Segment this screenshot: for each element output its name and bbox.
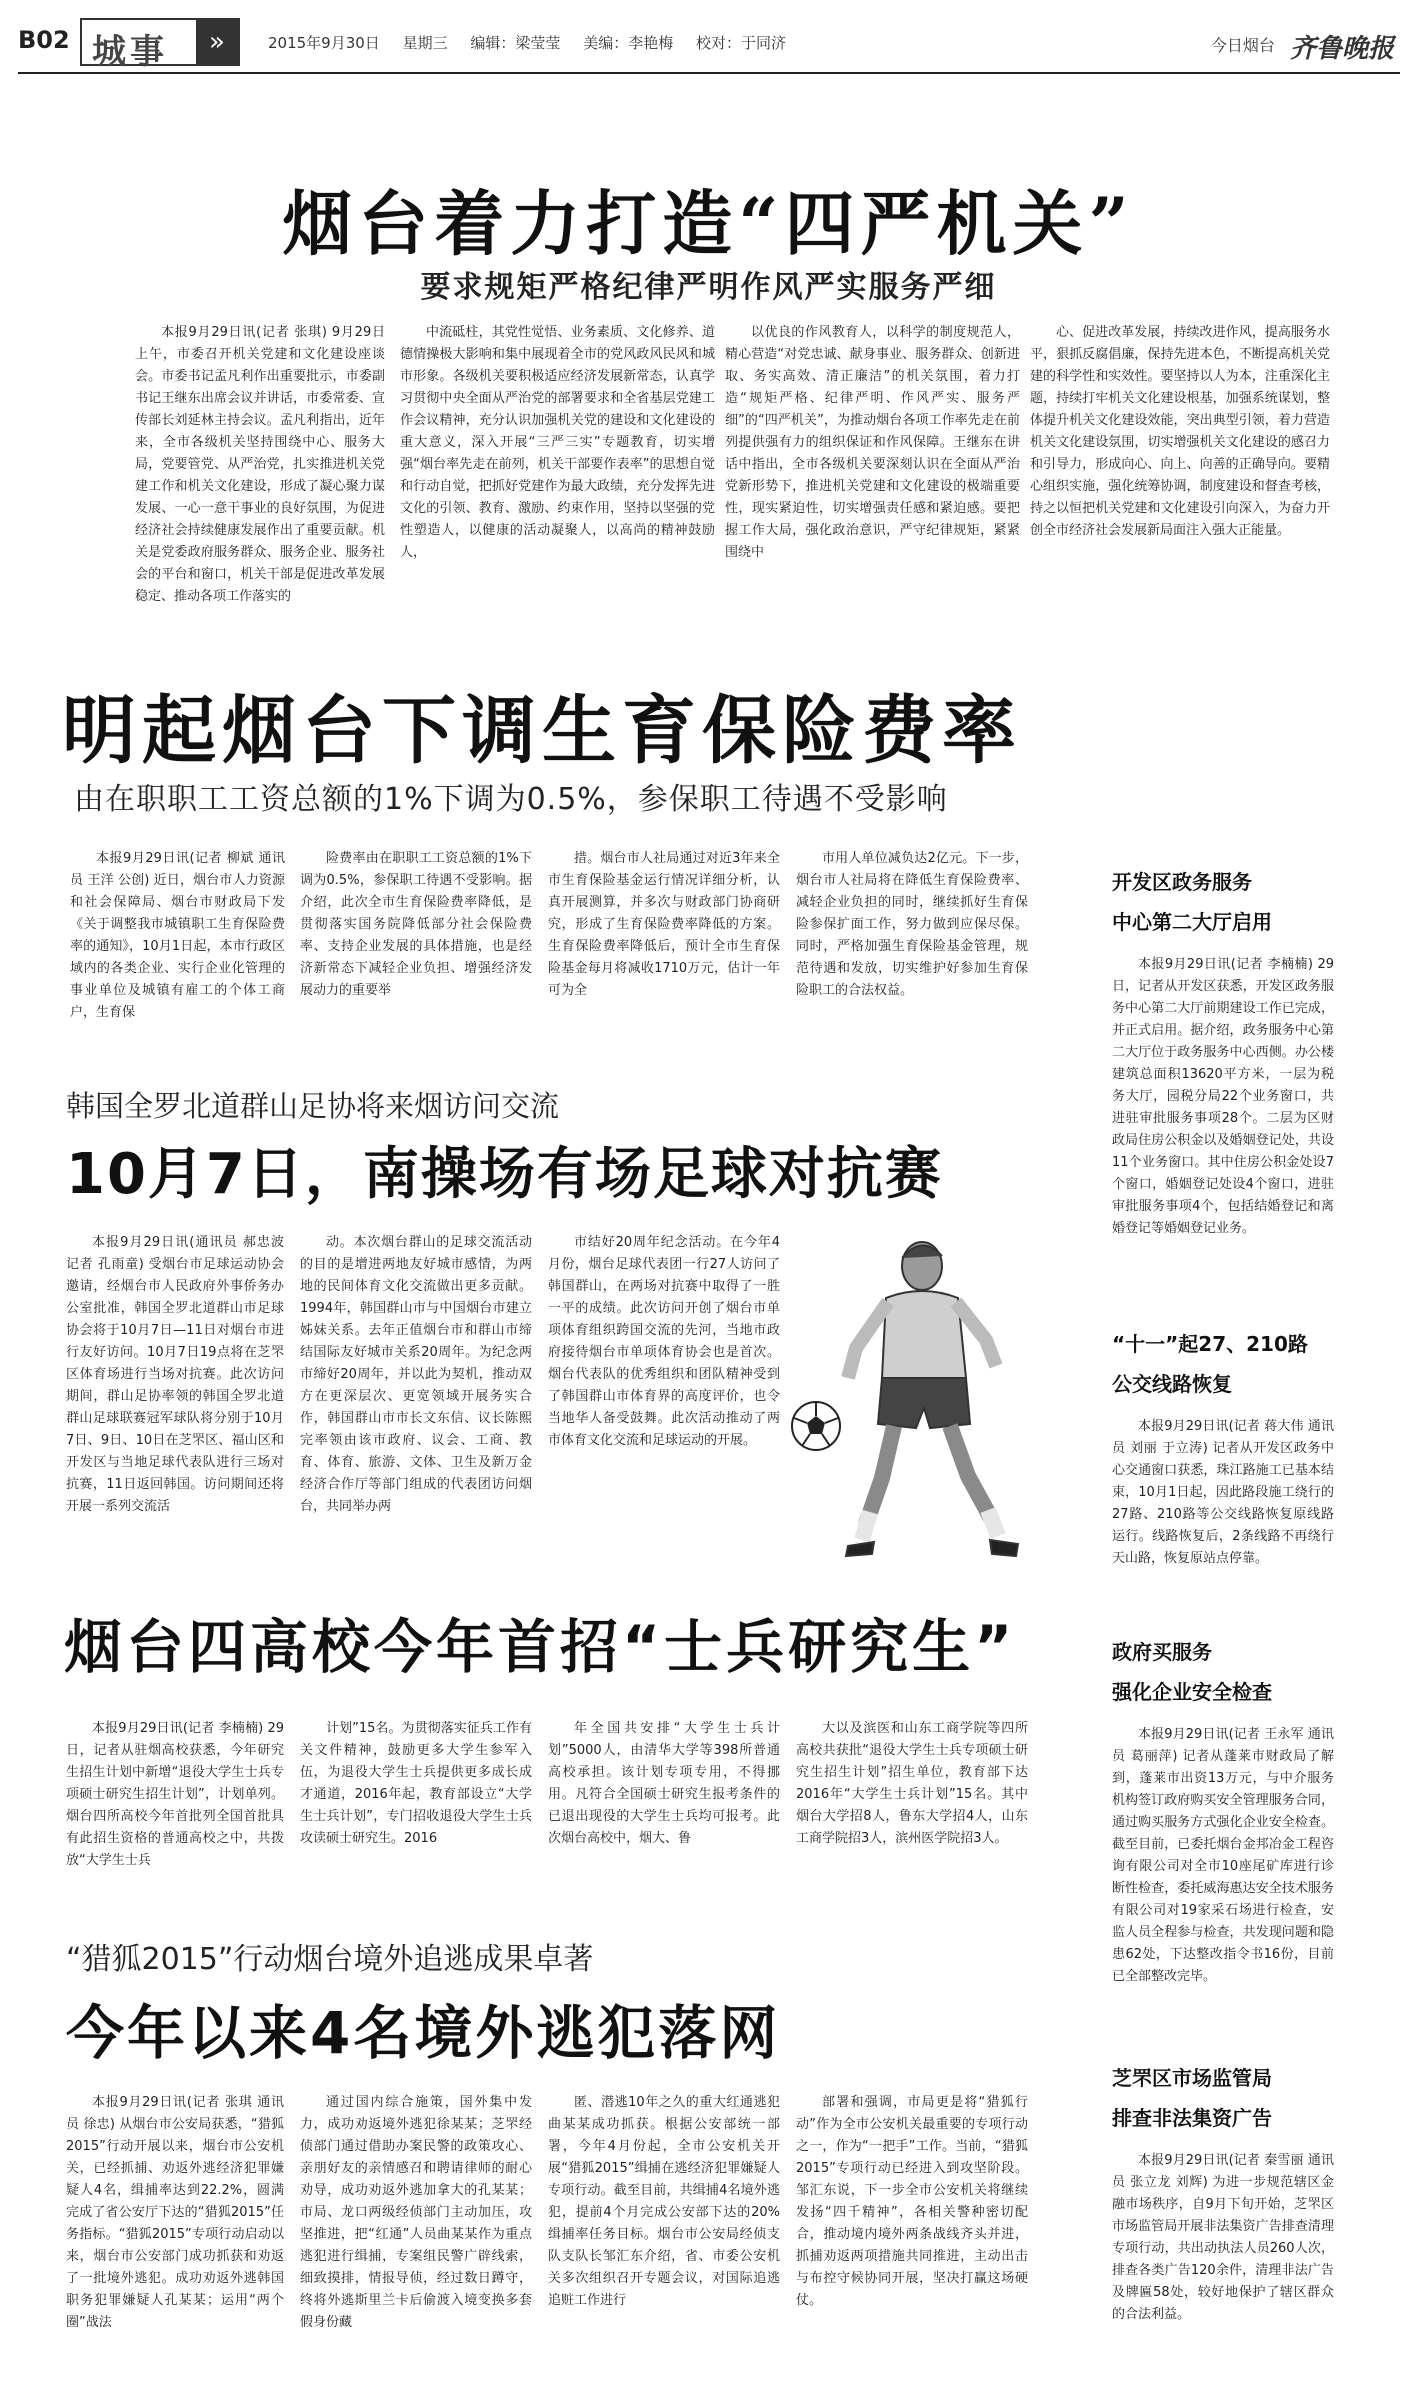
article5-kicker: “猎狐2015”行动烟台境外追逃成果卓著 xyxy=(66,1942,594,1977)
article1-text-4: 心、促进改革发展，持续改进作风，提高服务水平，狠抓反腐倡廉，保持先进本色，不断提高机关党建的科学性和实效性。要坚持以人为本，注重深化主题，持续打牢机关文化建设根基，加强系统谋划，整体提升机关文化建设效能，突出典型引领，着力营造机关文化建设氛围，切实增强机关文化建设的感召力和引导力，形成向心、向上、向善的正确导向。要精心组织实施，强化统筹协调，制度建设和督查考核，持之以恒把机关党建和文化建设引向深入，为奋力开创全市经济社会发展新局面注入强大正能量。 xyxy=(1030,325,1330,538)
news-briefs-sidebar xyxy=(1112,862,1334,2372)
brief-item xyxy=(1112,862,1334,1254)
brand-area xyxy=(1211,28,1394,65)
article5-column-3 xyxy=(548,2092,780,2368)
brief-text: 本报9月29日讯(记者 蒋大伟 通讯员 刘丽 于立涛) 记者从开发区政务中心交通窗口获悉，珠江路施工已基本结束，10月1日起，因此路段施工绕行的27路、210路等公交线路恢复原线路运行。线路恢复后，2条线路不再绕行天山路，恢复原站点停靠。 xyxy=(1112,1419,1334,1566)
article2-column-2 xyxy=(300,848,532,1048)
article2-text-4: 市用人单位减负达2亿元。下一步，烟台市人社局将在降低生育保险费率、减轻企业负担的同时，继续抓好生育保险参保扩面工作，努力做到应保尽保。同时，严格加强生育保险基金管理，规范待遇和发放，切实维护好参加生育保险职工的合法权益。 xyxy=(796,851,1028,998)
article2-text-1: 本报9月29日讯(记者 柳斌 通讯员 王洋 公创) 近日，烟台市人力资源和社会保障局、烟台市财政局下发《关于调整我市城镇职工生育保险费率的通知》，10月1日起，本市行政区域内的各类企业、实行企业化管理的事业单位及城镇有雇工的个体工商户，生育保 xyxy=(70,851,285,1020)
article5-text-1: 本报9月29日讯(记者 张琪 通讯员 徐忠) 从烟台市公安局获悉，“猎狐2015”行动开展以来，烟台市公安机关，已经抓捕、劝返外逃经济犯罪嫌疑人4名，缉捕率达到22.2%，圆满完成了省公安厅下达的“猎狐2015”任务指标。“猎狐2015”专项行动启动以来，烟台市公安部门成功抓获和劝返了一批境外逃犯。成功劝返外逃韩国职务犯罪嫌疑人孔某某；运用“两个圈”战法 xyxy=(66,2095,284,2330)
article5-text-4: 部署和强调，市局更是将“猎狐行动”作为全市公安机关最重要的专项行动之一，作为“一把手”工作。当前，“猎狐2015”专项行动已经进入到攻坚阶段。邹汇东说，下一步全市公安机关将继续发扬“四千精神”，各相关警种密切配合，推动境内境外两条战线齐头并进，抓捕劝返两项措施共同推进，主动出击与布控守候协同开展，坚决打赢这场硬仗。 xyxy=(796,2095,1028,2308)
article4-text-2: 计划”15名。为贯彻落实征兵工作有关文件精神，鼓励更多大学生参军入伍，为退役大学生士兵提供更多成长成才通道，2016年起，教育部设立“大学生士兵计划”，专门招收退役大学生士兵攻读硕士研究生。2016 xyxy=(300,1721,532,1846)
article3-text-1: 本报9月29日讯(通讯员 郝忠波 记者 孔雨童) 受烟台市足球运动协会邀请，经烟台市人民政府外事侨务办公室批准，韩国全罗北道群山市足球协会将于10月7日—11日对烟台市进行友好访问。10月7日19点将在芝罘区体育场进行当场对抗赛。此次访问期间，群山足协率领的韩国全罗北道群山足球联赛冠军球队将分别于10月7日、9日、10日在芝罘区、福山区和开发区与当地足球代表队进行三场对抗赛，11日返回韩国。访问期间还将开展一系列交流活 xyxy=(66,1235,284,1514)
article4-headline: 烟台四高校今年首招“士兵研究生” xyxy=(64,1613,1017,1681)
section-name: 城事 xyxy=(92,32,168,72)
article1-text-2: 中流砥柱，其党性觉悟、业务素质、文化修养、道德情操极大影响和集中展现着全市的党风政风民风和城市形象。各级机关要积极适应经济发展新常态，认真学习贯彻中央全面从严治党的部署要求和全省基层党建工作会议精神，充分认识加强机关党的建设和文化建设的重大意义，深入开展“三严三实”专题教育，切实增强“烟台率先走在前列，机关干部要作表率”的思想自觉和行动自觉，把抓好党建作为最大政绩，充分发挥先进文化的引领、教育、激励、约束作用，坚持以坚强的党性塑造人，以健康的活动凝聚人，以高尚的精神鼓励人， xyxy=(400,325,715,560)
article2-text-2: 险费率由在职职工工资总额的1%下调为0.5%，参保职工待遇不受影响。据介绍，此次全市生育保险费率降低，是贯彻落实国务院降低部分社会保险费率、支持企业发展的具体措施，也是经济新常态下减轻企业负担、增强经济发展动力的重要举 xyxy=(300,851,532,998)
brief-headline-line1: 政府买服务 xyxy=(1112,1640,1212,1664)
article3-kicker: 韩国全罗北道群山足协将来烟访问交流 xyxy=(66,1089,560,1123)
article1-column-3 xyxy=(725,322,1020,614)
article4-column-2 xyxy=(300,1718,532,1910)
issue-meta xyxy=(268,32,804,53)
article2-subheadline: 由在职职工工资总额的1%下调为0.5%，参保职工待遇不受影响 xyxy=(74,782,948,817)
section-label xyxy=(80,18,240,72)
article4-column-1 xyxy=(66,1718,284,1910)
page-number: B02 xyxy=(18,26,70,54)
soccer-ball-icon xyxy=(792,1402,840,1450)
proofreader-credit: 校对：于同济 xyxy=(695,34,786,52)
issue-date: 2015年9月30日 xyxy=(268,34,380,52)
soccer-player-illustration xyxy=(790,1228,1030,1578)
brief-headline-line2: 中心第二大厅启用 xyxy=(1112,910,1272,934)
article4-text-4: 大以及滨医和山东工商学院等四所高校共获批“退役大学生士兵专项硕士研究生招生计划”招生单位，教育部下达2016年“大学生士兵计划”15名。其中烟台大学招8人，鲁东大学招4人，山东工商学院招3人，滨州医学院招3人。 xyxy=(796,1721,1028,1846)
brief-headline-line2: 强化企业安全检查 xyxy=(1112,1680,1272,1704)
article5-text-3: 匿、潜逃10年之久的重大红通逃犯曲某某成功抓获。根据公安部统一部署，今年4月份起，全市公安机关开展“猎狐2015”缉捕在逃经济犯罪嫌疑人专项行动。截至目前，共缉捕4名境外逃犯，提前4个月完成公安部下达的20%缉捕率任务目标。烟台市公安局经侦支队支队长邹汇东介绍，省、市委公安机关多次组织召开专题会议，对国际追逃追赃工作进行 xyxy=(548,2095,780,2308)
edition-name: 今日烟台 xyxy=(1210,36,1275,55)
article1-text-3: 以优良的作风教育人，以科学的制度规范人，精心营造“对党忠诚、献身事业、服务群众、创新进取、务实高效、清正廉洁”的机关氛围，着力打造“规矩严格、纪律严明、作风严实、服务严细”的“四严机关”，为推动烟台各项工作率先走在前列提供强有力的组织保证和作风保障。王继东在讲话中指出，全市各级机关要深刻认识在全面从严治党新形势下，推进机关党建和文化建设的极端重要性，现实紧迫性，切实增强责任感和紧迫感。要把握工作大局，强化政治意识，严守纪律规矩，紧紧围绕中 xyxy=(725,325,1020,560)
article3-column-3 xyxy=(548,1232,780,1562)
article3-headline: 10月7日，南操场有场足球对抗赛 xyxy=(66,1142,943,1207)
masthead xyxy=(18,14,1400,74)
brief-text: 本报9月29日讯(记者 李楠楠) 29日，记者从开发区获悉，开发区政务服务中心第二大厅前期建设工作已完成，并正式启用。据介绍，政务服务中心第二大厅位于政务服务中心西侧。办公楼建筑总面积13620平方米，一层为税务大厅，园税分局22个业务窗口，共进驻审批服务事项28个。二层为区财政局住房公积金以及婚姻登记处，共设11个业务窗口。其中住房公积金处设7个窗口，婚姻登记处设4个窗口，进驻审批服务事项4个，包括结婚登记和离婚登记等婚姻登记业务。 xyxy=(1112,957,1334,1236)
article5-headline: 今年以来4名境外逃犯落网 xyxy=(66,1999,781,2067)
article3-column-2 xyxy=(300,1232,532,1562)
issue-weekday: 星期三 xyxy=(402,34,448,52)
brief-text: 本报9月29日讯(记者 王永军 通讯员 葛丽萍) 记者从蓬莱市财政局了解到，蓬莱市出资13万元，与中介服务机构签订政府购买安全管理服务合同，通过购买服务方式强化企业安全检查。截至目前，已委托烟台金邦冶金工程咨询有限公司对全市10座尾矿库进行诊断性检查，委托威海惠达安全技术服务有限公司对19家采石场进行检查，安监人员全程参与检查，共发现问题和隐患62处，下达整改指令书16份，目前已全部整改完毕。 xyxy=(1112,1727,1334,1984)
article4-text-3: 年全国共安排“大学生士兵计划”5000人，由清华大学等398所普通高校承担。该计划专项专用，不得挪用。凡符合全国硕士研究生报考条件的已退出现役的大学生士兵均可报考。此次烟台高校中，烟大、鲁 xyxy=(548,1721,780,1846)
brief-body xyxy=(1112,2150,1334,2350)
article3-text-3: 市结好20周年纪念活动。在今年4月份，烟台足球代表团一行27人访问了韩国群山，在两场对抗赛中取得了一胜一平的成绩。此次访问开创了烟台市单项体育组织跨国交流的先河，当地市政府接待烟台市单项体育协会也是首次。烟台代表队的优秀组织和团队精神受到了韩国群山市体育界的高度评价，也令当地华人备受鼓舞。此次活动推动了两市体育文化交流和足球运动的开展。 xyxy=(548,1235,780,1448)
article5-text-2: 通过国内综合施策，国外集中发力，成功劝返境外逃犯徐某某；芝罘经侦部门通过借助办案民警的政策攻心、亲朋好友的亲情感召和聘请律师的耐心劝导，成功劝返外逃加拿大的孔某某；市局、龙口两级经侦部门主动加压，攻坚推进，把“红通”人员曲某某作为重点逃犯进行缉捕，专案组民警广辟线索，细致摸排，情报导侦，经过数日蹲守，终将外逃斯里兰卡后偷渡入境变换多套假身份藏 xyxy=(300,2095,532,2330)
article2-column-3 xyxy=(548,848,780,1048)
brief-headline-line1: “十一”起27、210路 xyxy=(1112,1332,1308,1356)
article4-text-1: 本报9月29日讯(记者 李楠楠) 29日，记者从驻烟高校获悉，今年研究生招生计划中新增“退役大学生士兵专项硕士研究生招生计划”，计划单列。烟台四所高校今年首批列全国首批具有此招生资格的普通高校之中，共拨放“大学生士兵 xyxy=(66,1721,284,1868)
article1-column-4 xyxy=(1030,322,1330,614)
article2-headline: 明起烟台下调生育保险费率 xyxy=(62,688,1022,774)
brief-item xyxy=(1112,1324,1334,1594)
brief-body xyxy=(1112,1724,1334,1994)
article5-column-2 xyxy=(300,2092,532,2368)
article1-subheadline: 要求规矩严格纪律严明作风严实服务严细 xyxy=(420,270,997,305)
article1-column-1 xyxy=(135,322,385,614)
article2-column-1 xyxy=(70,848,285,1048)
article2-column-4 xyxy=(796,848,1028,1048)
article4-column-4 xyxy=(796,1718,1028,1910)
brief-headline-line2: 公交线路恢复 xyxy=(1112,1372,1232,1396)
brief-headline-line2: 排查非法集资广告 xyxy=(1112,2106,1272,2130)
brief-text: 本报9月29日讯(记者 秦雪丽 通讯员 张立龙 刘辉) 为进一步规范辖区金融市场秩序，自9月下旬开始，芝罘区市场监管局开展非法集资广告排查清理专项行动，共出动执法人员260人次，排查各类广告120余件，清理非法广告及牌匾58处，较好地保护了辖区群众的合法利益。 xyxy=(1112,2153,1334,2322)
article3-column-1 xyxy=(66,1232,284,1562)
article4-column-3 xyxy=(548,1718,780,1910)
brief-headline-line1: 芝罘区市场监管局 xyxy=(1112,2066,1272,2090)
article3-text-2: 动。本次烟台群山的足球交流活动的目的是增进两地友好城市感情，为两地的民间体育文化交流做出更多贡献。1994年，韩国群山市与中国烟台市建立姊妹关系。去年正值烟台市和群山市缔结国际友好城市关系20周年。为纪念两市缔好20周年，并以此为契机，推动双方在更深层次、更宽领域开展务实合作，韩国群山市市长文东信、议长陈熙完率领由该市政府、议会、工商、教育、体育、旅游、文体、卫生及新万金经济合作厅等部门组成的代表团访问烟台，共同举办两 xyxy=(300,1235,532,1514)
brief-headline-line1: 开发区政务服务 xyxy=(1112,870,1252,894)
editor-credit: 编辑：梁莹莹 xyxy=(470,34,561,52)
article5-column-1 xyxy=(66,2092,284,2368)
article1-text-1: 本报9月29日讯(记者 张琪) 9月29日上午，市委召开机关党建和文化建设座谈会。市委书记孟凡利作出重要批示，市委副书记王继东出席会议并讲话，市委常委、宣传部长刘延林主持会议。孟凡利指出，近年来，全市各级机关坚持围绕中心、服务大局，党要管党、从严治党，扎实推进机关党建工作和机关文化建设，形成了凝心聚力谋发展、一心一意干事业的良好氛围，为促进经济社会持续健康发展作出了重要贡献。机关是党委政府服务群众、服务企业、服务社会的平台和窗口，机关干部是促进改革发展稳定、推动各项工作落实的 xyxy=(135,325,385,604)
double-chevron-right-icon: » xyxy=(196,20,238,64)
article5-column-4 xyxy=(796,2092,1028,2368)
article1-column-2 xyxy=(400,322,715,614)
brief-item xyxy=(1112,2058,1334,2350)
article1-headline: 烟台着力打造“四严机关” xyxy=(282,182,1135,265)
brief-body xyxy=(1112,954,1334,1254)
brief-item xyxy=(1112,1632,1334,1994)
art-editor-credit: 美编：李艳梅 xyxy=(583,34,674,52)
brief-body xyxy=(1112,1416,1334,1594)
article2-text-3: 措。烟台市人社局通过对近3年来全市生育保险基金运行情况详细分析，认真开展测算，并多次与财政部门协商研究，形成了生育保险费率降低的方案。生育保险费率降低后，预计全市生育保险基金每月将减收1710万元，估计一年可为全 xyxy=(548,851,780,998)
newspaper-logo: 齐鲁晚报 xyxy=(1289,34,1394,64)
